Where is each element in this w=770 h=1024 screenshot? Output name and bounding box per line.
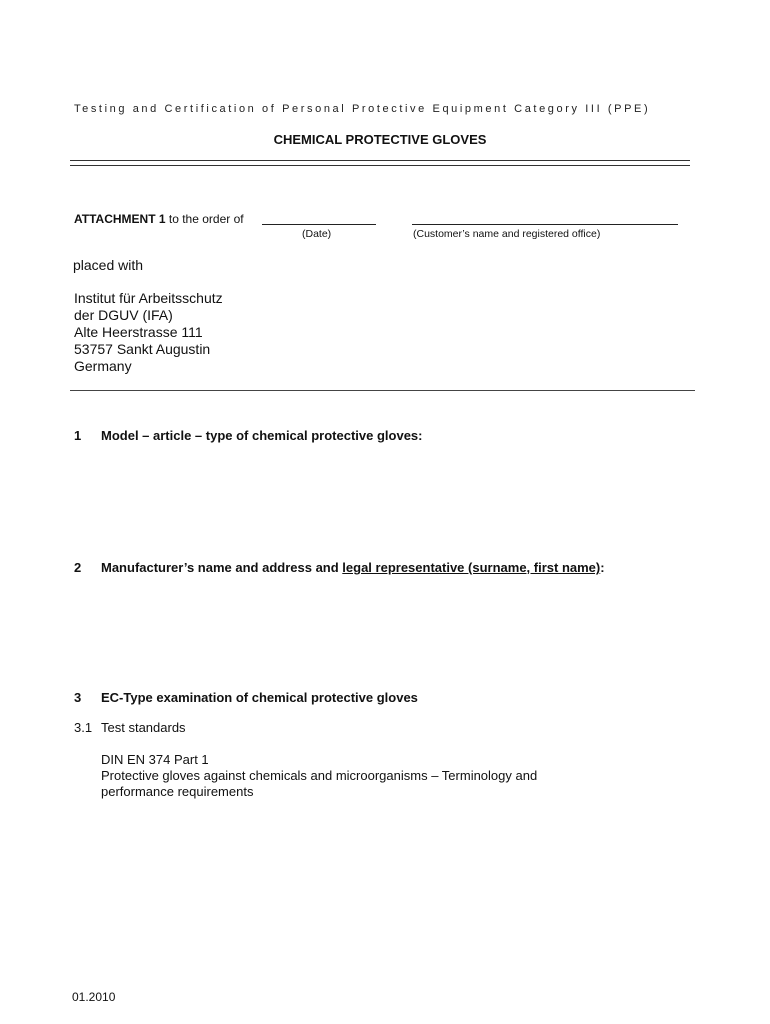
standard-description-line: performance requirements [101, 784, 254, 799]
section-2-title-underlined: legal representative (surname, first name) [342, 560, 601, 575]
section-2-title-pre: Manufacturer’s name and address and [101, 560, 343, 575]
customer-caption: (Customer’s name and registered office) [413, 228, 601, 240]
section-2-title [101, 560, 605, 575]
title-divider [70, 160, 690, 166]
subsection-3-1-title: Test standards [101, 720, 186, 735]
standard-description-line: Protective gloves against chemicals and microorganisms – Terminology and [101, 768, 538, 783]
document-version: 01.2010 [72, 990, 116, 1004]
section-1-title: Model – article – type of chemical protective gloves: [101, 428, 423, 443]
date-field[interactable] [262, 224, 376, 225]
standard-code: DIN EN 374 Part 1 [101, 752, 209, 767]
address-divider [70, 390, 695, 391]
placed-with-label: placed with [73, 257, 144, 273]
section-1-number: 1 [74, 428, 82, 443]
section-1-entry-area[interactable] [101, 450, 691, 550]
address-line: 53757 Sankt Augustin [74, 341, 211, 357]
customer-field[interactable] [412, 224, 678, 225]
attachment-label [74, 212, 244, 226]
attachment-label-bold: ATTACHMENT 1 [74, 212, 166, 226]
section-3-title: EC-Type examination of chemical protective gloves [101, 690, 418, 705]
address-line: Alte Heerstrasse 111 [74, 324, 203, 340]
section-2-entry-area[interactable] [101, 582, 691, 682]
section-2-number: 2 [74, 560, 82, 575]
document-title: CHEMICAL PROTECTIVE GLOVES [273, 132, 487, 147]
address-line: der DGUV (IFA) [74, 307, 173, 323]
series-title: Testing and Certification of Personal Protective Equipment Category III (PPE) [74, 103, 651, 115]
section-3-number: 3 [74, 690, 82, 705]
institute-address [74, 290, 223, 375]
address-line: Institut für Arbeitsschutz [74, 290, 223, 306]
address-line: Germany [74, 358, 132, 374]
date-caption: (Date) [302, 228, 332, 240]
section-2-title-post: : [600, 560, 605, 575]
attachment-label-rest: to the order of [165, 212, 244, 226]
test-standard [101, 752, 537, 800]
subsection-3-1-number: 3.1 [74, 720, 93, 735]
